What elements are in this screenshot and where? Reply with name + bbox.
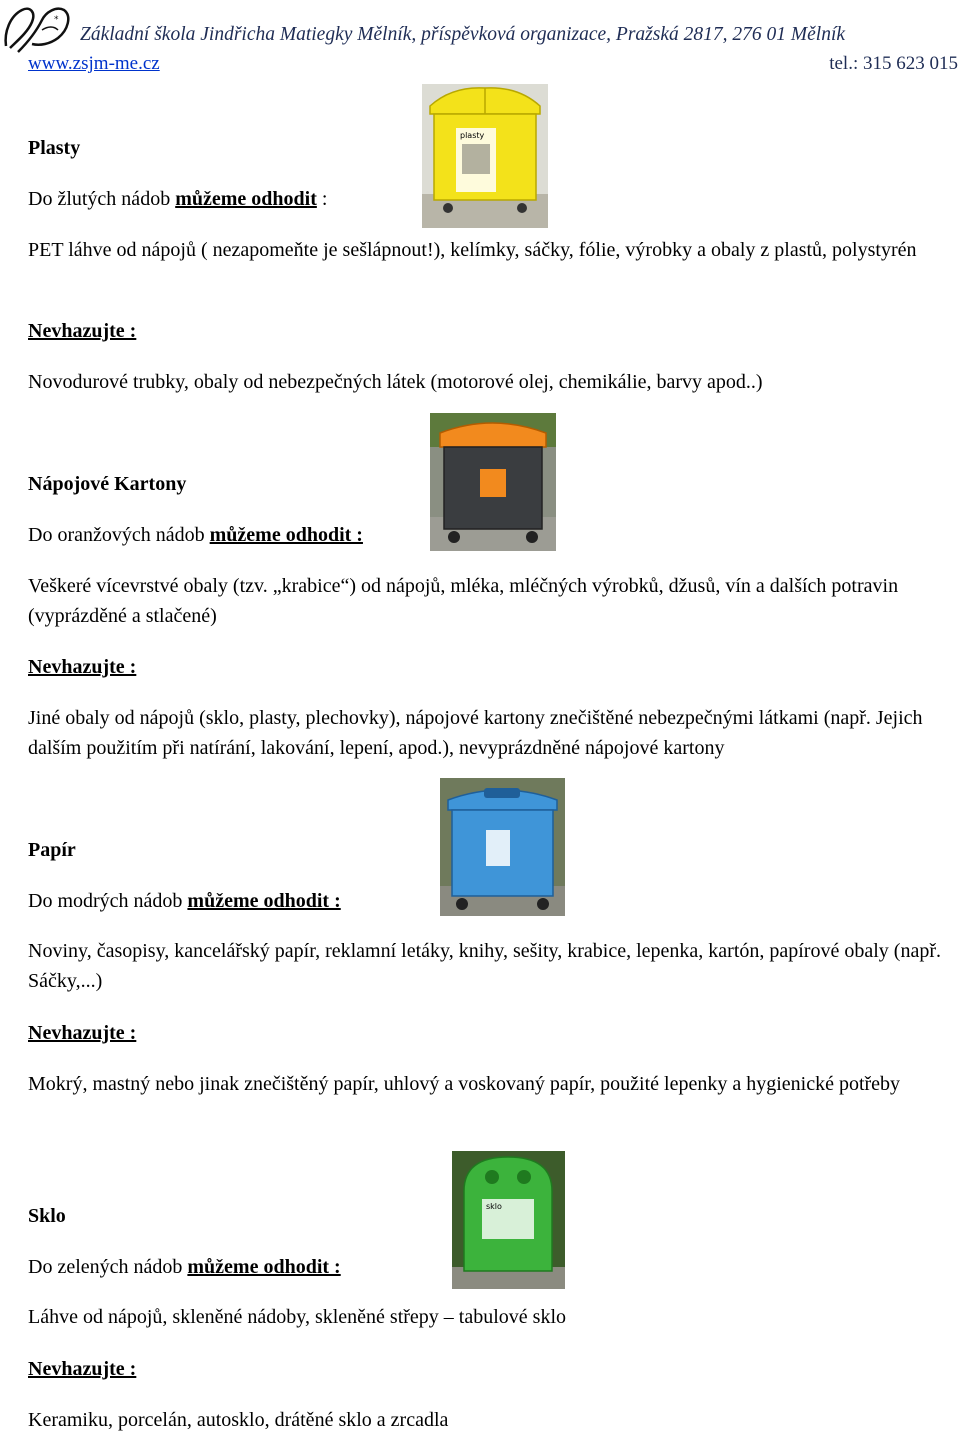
svg-text:*: *	[54, 15, 59, 25]
intro-sklo: Do zelených nádob můžeme odhodit :	[28, 1256, 341, 1278]
forbidden-label-sklo: Nevhazujte :	[28, 1358, 137, 1380]
forbidden-text-plasty: Novodurové trubky, obaly od nebezpečných látek (motorové olej, chemikálie, barvy apod..)	[28, 371, 763, 393]
allowed-text-napojove-kartony: Veškeré vícevrstvé obaly (tzv. „krabice“) od nápojů, mléka, mléčných výrobků, džusů, vín a dalších potravin (vyprázděné a stlačené)	[28, 575, 899, 627]
section-title-napojove-kartony: Nápojové Kartony	[28, 473, 187, 495]
section-title-plasty: Plasty	[28, 137, 81, 159]
blue-bin-photo	[440, 778, 565, 916]
school-name: Základní škola Jindřicha Matiegky Mělník, příspěvková organizace, Pražská 2817, 276 01 Mělník	[80, 24, 846, 45]
green-bin-label: sklo	[486, 1202, 502, 1211]
forbidden-label-plasty: Nevhazujte :	[28, 320, 137, 342]
allowed-text-sklo: Láhve od nápojů, skleněné nádoby, skleněné střepy – tabulové sklo	[28, 1306, 567, 1328]
intro-plasty: Do žlutých nádob můžeme odhodit :	[28, 188, 328, 210]
orange-bin-photo	[430, 413, 556, 551]
website-link[interactable]: www.zsjm-me.cz	[28, 53, 160, 74]
forbidden-label-napojove-kartony: Nevhazujte :	[28, 656, 137, 678]
allowed-text-papir: Noviny, časopisy, kancelářský papír, reklamní letáky, knihy, sešity, krabice, lepenka, kartón, papírové obaly (např. Sáčky,...)	[28, 940, 941, 992]
intro-papir: Do modrých nádob můžeme odhodit :	[28, 890, 341, 912]
allowed-text-plasty: PET láhve od nápojů ( nezapomeňte je sešlápnout!), kelímky, sáčky, fólie, výrobky a obaly z plastů, polystyrén	[28, 239, 917, 261]
phone-number: tel.: 315 623 015	[829, 53, 958, 74]
green-bin-photo	[452, 1151, 565, 1289]
intro-napojove-kartony: Do oranžových nádob můžeme odhodit :	[28, 524, 363, 546]
section-title-sklo: Sklo	[28, 1205, 66, 1227]
forbidden-text-sklo: Keramiku, porcelán, autosklo, drátěné sklo a zrcadla	[28, 1409, 449, 1431]
yellow-bin-label: plasty	[460, 131, 485, 140]
yellow-bin-photo	[422, 84, 548, 228]
forbidden-text-napojove-kartony: Jiné obaly od nápojů (sklo, plasty, plechovky), nápojové kartony znečištěné nebezpečnými látkami (např. Jejich dalším použitím při natírání, lakování, lepení, apod.), nevyprázdněné nápojové kartony	[28, 707, 923, 759]
forbidden-label-papir: Nevhazujte :	[28, 1022, 137, 1044]
school-logo	[2, 2, 74, 54]
section-title-papir: Papír	[28, 839, 76, 861]
forbidden-text-papir: Mokrý, mastný nebo jinak znečištěný papír, uhlový a voskovaný papír, použité lepenky a hygienické potřeby	[28, 1073, 901, 1095]
